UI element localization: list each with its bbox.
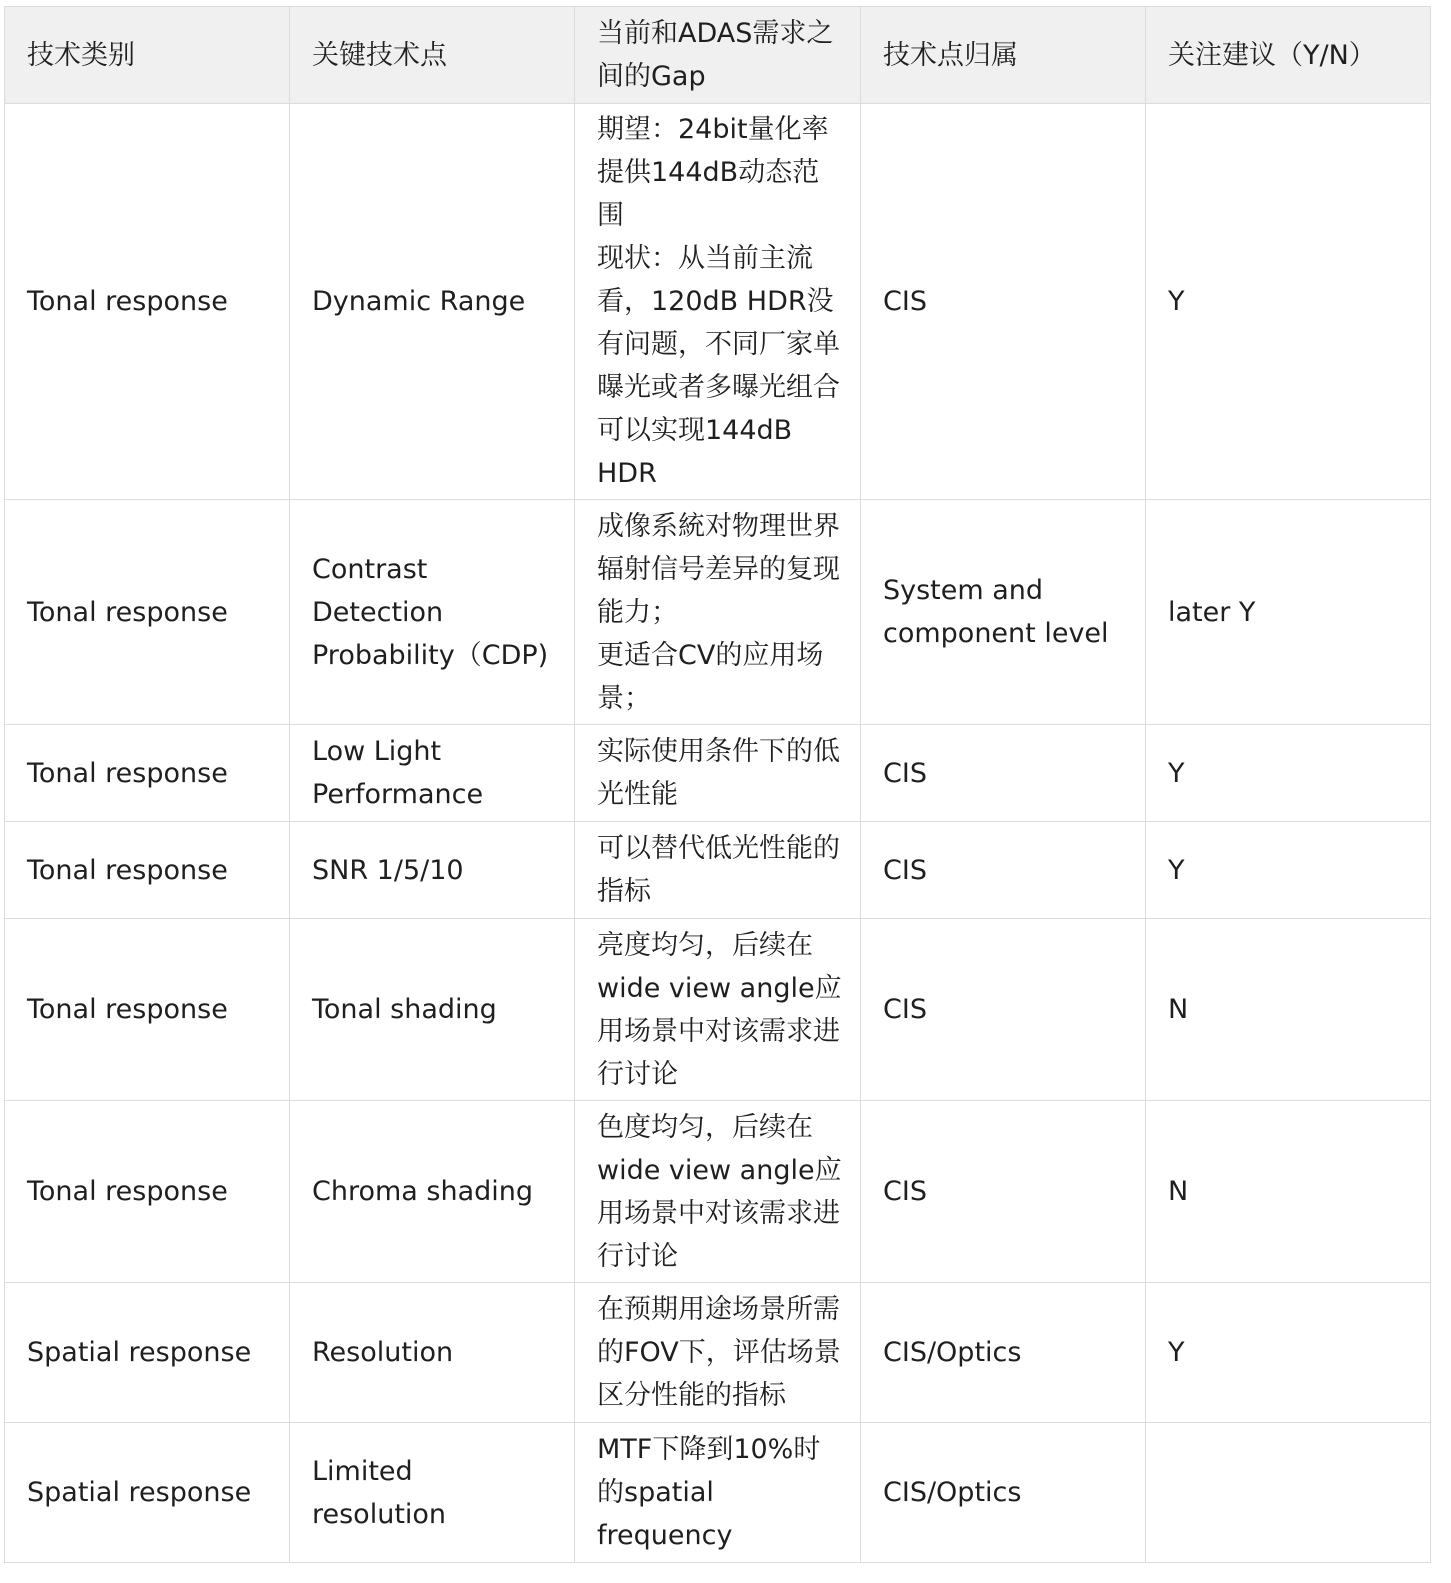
cell-gap — [575, 1283, 861, 1423]
cell-key-point: Contrast Detection Probability（CDP) — [290, 500, 575, 725]
cell-gap — [575, 500, 861, 725]
gap-line: 更适合CV的应用场景； — [597, 639, 824, 714]
cell-recommendation: N — [1146, 919, 1431, 1101]
cell-gap — [575, 1101, 861, 1283]
cell-recommendation: Y — [1146, 104, 1431, 500]
cell-ownership: CIS — [861, 104, 1146, 500]
cell-ownership: System and component level — [861, 500, 1146, 725]
cell-category: Tonal response — [5, 919, 290, 1101]
gap-line: MTF下降到10%时的spatial frequency — [597, 1434, 821, 1551]
gap-line: 在预期用途场景所需的FOV下，评估场景区分性能的指标 — [597, 1294, 841, 1411]
header-key-point: 关键技术点 — [290, 7, 575, 104]
gap-line: 色度均匀，后续在wide view angle应用场景中对该需求进行讨论 — [597, 1111, 842, 1272]
cell-recommendation — [1146, 1423, 1431, 1563]
cell-category: Spatial response — [5, 1423, 290, 1563]
table-row — [5, 1101, 1431, 1283]
table-row — [5, 725, 1431, 822]
cell-ownership: CIS — [861, 725, 1146, 822]
cell-key-point: Dynamic Range — [290, 104, 575, 500]
table-row — [5, 104, 1431, 500]
table-row — [5, 1283, 1431, 1423]
cell-category: Tonal response — [5, 822, 290, 919]
cell-gap — [575, 919, 861, 1101]
cell-key-point: Chroma shading — [290, 1101, 575, 1283]
gap-line: 可以替代低光性能的指标 — [597, 833, 840, 907]
cell-recommendation: later Y — [1146, 500, 1431, 725]
cell-ownership: CIS — [861, 1101, 1146, 1283]
cell-key-point: SNR 1/5/10 — [290, 822, 575, 919]
header-gap: 当前和ADAS需求之间的Gap — [575, 7, 861, 104]
cell-category: Tonal response — [5, 500, 290, 725]
cell-key-point: Limited resolution — [290, 1423, 575, 1563]
gap-line: 现状：从当前主流看，120dB HDR没有问题，不同厂家单曝光或者多曝光组合可以实现144dB HDR — [597, 243, 840, 489]
header-ownership: 技术点归属 — [861, 7, 1146, 104]
cell-category: Spatial response — [5, 1283, 290, 1423]
header-category: 技术类别 — [5, 7, 290, 104]
cell-ownership: CIS/Optics — [861, 1423, 1146, 1563]
cell-key-point: Low Light Performance — [290, 725, 575, 822]
cell-category: Tonal response — [5, 725, 290, 822]
cell-recommendation: Y — [1146, 725, 1431, 822]
cell-ownership: CIS — [861, 822, 1146, 919]
requirements-table — [4, 6, 1431, 1563]
cell-category: Tonal response — [5, 104, 290, 500]
cell-gap — [575, 822, 861, 919]
gap-line: 实际使用条件下的低光性能 — [597, 736, 840, 810]
cell-key-point: Resolution — [290, 1283, 575, 1423]
table-header-row — [5, 7, 1431, 104]
gap-line: 期望：24bit量化率提供144dB动态范围 — [597, 114, 829, 231]
cell-gap — [575, 1423, 861, 1563]
table-row — [5, 1423, 1431, 1563]
table-row — [5, 500, 1431, 725]
cell-ownership: CIS — [861, 919, 1146, 1101]
gap-line: 亮度均匀，后续在wide view angle应用场景中对该需求进行讨论 — [597, 929, 842, 1090]
document-content — [4, 6, 1431, 1563]
table-row — [5, 919, 1431, 1101]
table-row — [5, 822, 1431, 919]
cell-key-point: Tonal shading — [290, 919, 575, 1101]
cell-ownership: CIS/Optics — [861, 1283, 1146, 1423]
header-recommendation: 关注建议（Y/N） — [1146, 7, 1431, 104]
cell-gap — [575, 104, 861, 500]
gap-line: 成像系統对物理世界辐射信号差异的复现能力； — [597, 510, 840, 628]
cell-category: Tonal response — [5, 1101, 290, 1283]
cell-gap — [575, 725, 861, 822]
cell-recommendation: N — [1146, 1101, 1431, 1283]
cell-recommendation: Y — [1146, 1283, 1431, 1423]
cell-recommendation: Y — [1146, 822, 1431, 919]
